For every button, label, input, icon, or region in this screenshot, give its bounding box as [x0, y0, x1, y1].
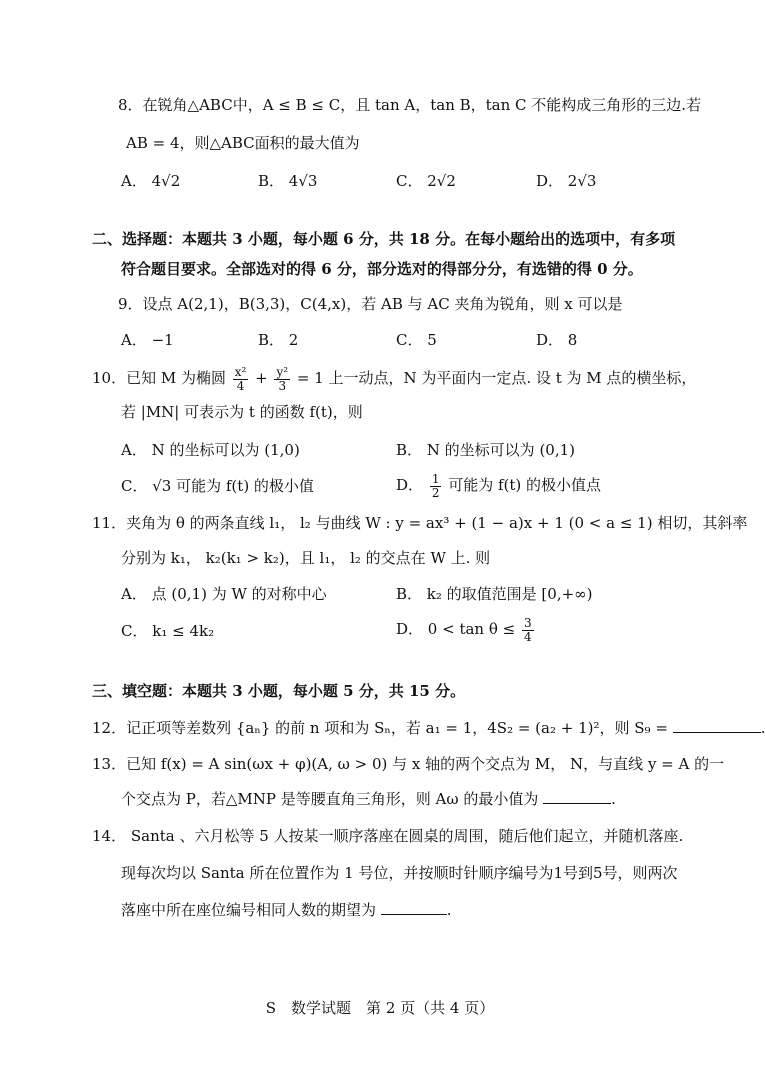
- q9-stem: 9．设点 A(2,1)，B(3,3)，C(4,x)，若 AB 与 AC 夹角为锐角，则 x 可以是: [118, 295, 623, 313]
- q11-option-d: [396, 614, 536, 644]
- q10-stem-part2: = 1 上一动点，N 为平面内一定点. 设 t 为 M 点的横坐标，: [296, 369, 697, 387]
- q11-option-c: C． k₁ ≤ 4k₂: [121, 622, 215, 640]
- q11-stem-line1: 11．夹角为 θ 的两条直线 l₁， l₂ 与曲线 W : y = ax³ + (1 − a)x + 1 (0 < a ≤ 1) 相切，其斜率: [92, 514, 748, 532]
- q11-stem-line2: 分别为 k₁， k₂(k₁ > k₂)，且 l₁， l₂ 的交点在 W 上. 则: [121, 549, 491, 567]
- section2-heading-line2: 符合题目要求。全部选对的得 6 分，部分选对的得部分分，有选错的得 0 分。: [121, 260, 643, 278]
- q10-option-d: [396, 470, 601, 500]
- q8-option-a: A． 4√2: [121, 172, 181, 190]
- q10-stem-line2: 若 |MN| 可表示为 t 的函数 f(t)，则: [121, 403, 363, 421]
- q13-answer-blank[interactable]: [543, 789, 611, 804]
- q14-stem-line1: 14． Santa 、六月松等 5 人按某一顺序落座在圆桌的周围，随后他们起立，并随机落座.: [92, 827, 684, 845]
- q12-text: 12．记正项等差数列 {aₙ} 的前 n 项和为 Sₙ，若 a₁ = 1，4S₂ = (a₂ + 1)²，则 S₉ =: [92, 719, 668, 737]
- q14-period: .: [446, 901, 452, 919]
- q10-frac2-num: y²: [276, 364, 289, 379]
- q10-optd-fraction: [430, 473, 442, 500]
- q12-stem: [92, 717, 765, 739]
- q11-optd-den: 4: [524, 629, 532, 644]
- q9-option-a: A． −1: [121, 331, 174, 349]
- q10-stem-part1: 10．已知 M 为椭圆: [92, 369, 226, 387]
- q10-plus: +: [255, 369, 268, 387]
- page-footer: S 数学试题 第 2 页（共 4 页）: [265, 999, 495, 1017]
- q10-optd-num: 1: [431, 471, 440, 486]
- q13-period: .: [611, 790, 616, 808]
- q10-optd-den: 2: [431, 485, 440, 500]
- q8-option-c: C． 2√2: [396, 172, 456, 190]
- q10-option-c: C． √3 可能为 f(t) 的极小值: [121, 477, 314, 495]
- q9-option-c: C． 5: [396, 331, 437, 349]
- q10-optd-text: 可能为 f(t) 的极小值点: [448, 476, 602, 494]
- q10-optd-label: D．: [396, 476, 424, 494]
- section2-heading-line1: 二、选择题：本题共 3 小题，每小题 6 分，共 18 分。在每小题给出的选项中，有多项: [92, 230, 676, 248]
- q11-optd-label: D． 0 < tan θ ≤: [396, 620, 516, 638]
- q14-stem-line2: 现每次均以 Santa 所在位置作为 1 号位，并按顺时针顺序编号为1号到5号，则两次: [121, 864, 678, 882]
- q10-fraction-x: [233, 366, 249, 393]
- q11-optd-num: 3: [524, 615, 532, 630]
- q8-option-d: D． 2√3: [536, 172, 597, 190]
- q10-stem-line1: [92, 363, 696, 393]
- q13-text: 个交点为 P，若△MNP 是等腰直角三角形，则 Aω 的最小值为: [121, 790, 539, 808]
- q10-frac2-den: 3: [278, 378, 287, 393]
- q9-option-b: B． 2: [258, 331, 299, 349]
- q11-option-b: B． k₂ 的取值范围是 [0,+∞): [396, 585, 593, 603]
- q11-optd-fraction: [522, 617, 534, 644]
- q14-answer-blank[interactable]: [381, 900, 447, 915]
- q8-stem-line1: 8．在锐角△ABC中，A ≤ B ≤ C，且 tan A，tan B，tan C 不能构成三角形的三边.若: [118, 96, 702, 114]
- q13-stem-line1: 13．已知 f(x) = A sin(ωx + φ)(A, ω > 0) 与 x 轴的两个交点为 M， N，与直线 y = A 的一: [92, 755, 725, 773]
- q14-text: 落座中所在座位编号相同人数的期望为: [121, 901, 377, 919]
- q12-period: .: [760, 719, 765, 737]
- section3-heading: 三、填空题：本题共 3 小题，每小题 5 分，共 15 分。: [92, 682, 466, 700]
- q9-option-d: D． 8: [536, 331, 578, 349]
- q8-stem-line2: AB = 4，则△ABC面积的最大值为: [126, 134, 360, 152]
- q14-stem-line3: [121, 899, 452, 921]
- q13-stem-line2: [121, 788, 616, 810]
- q10-option-a: A． N 的坐标可以为 (1,0): [121, 441, 300, 459]
- q11-option-a: A． 点 (0,1) 为 W 的对称中心: [121, 585, 327, 603]
- q10-frac1-den: 4: [236, 378, 245, 393]
- q10-frac1-num: x²: [234, 364, 247, 379]
- q10-fraction-y: [274, 366, 290, 393]
- q8-option-b: B． 4√3: [258, 172, 318, 190]
- q10-option-b: B． N 的坐标可以为 (0,1): [396, 441, 576, 459]
- q12-answer-blank[interactable]: [673, 718, 761, 733]
